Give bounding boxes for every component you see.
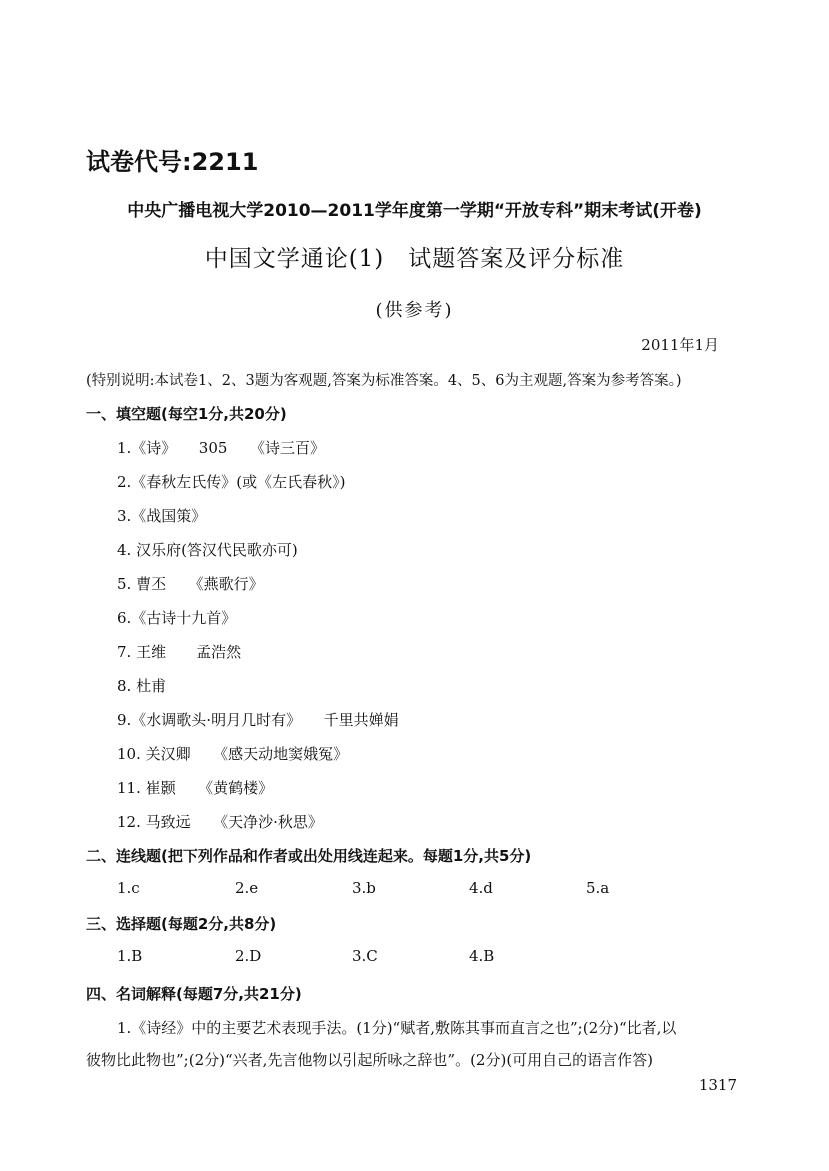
exam-date: 2011年1月 [641,336,719,354]
list-item: 4. 汉乐府(答汉代民歌亦可) [117,541,298,559]
page-title: 中国文学通论(1) 试题答案及评分标准 [204,246,625,272]
answer: 3.b [352,879,376,897]
answer: 2.D [235,947,262,965]
answer: 4.B [469,947,495,965]
list-item: 5. 曹丕 《燕歌行》 [117,575,264,593]
answer: 5.a [586,879,610,897]
subtitle: (供参考) [375,300,454,321]
term-definition-line-2: 彼物比此物也”;(2分)“兴者,先言他物以引起所咏之辞也”。(2分)(可用自己的语言作答) [86,1051,654,1069]
list-item: 10. 关汉卿 《感天动地窦娥冤》 [117,745,349,763]
answer: 3.C [352,947,378,965]
page-number: 1317 [698,1076,737,1094]
list-item: 11. 崔颢 《黄鹤楼》 [117,779,274,797]
list-item: 7. 王维 孟浩然 [117,643,242,661]
answer: 1.B [117,947,143,965]
list-item: 3.《战国策》 [117,507,207,525]
term-definition-line-1: 1.《诗经》中的主要艺术表现手法。(1分)“赋者,敷陈其事而直言之也”;(2分)“比者,以 [117,1019,677,1037]
list-item: 2.《春秋左氏传》(或《左氏春秋》) [117,473,346,491]
list-item: 8. 杜甫 [117,677,167,695]
exam-header: 中央广播电视大学2010—2011学年度第一学期“开放专科”期末考试(开卷) [127,201,702,221]
list-item: 6.《古诗十九首》 [117,609,237,627]
section-3-heading: 三、选择题(每题2分,共8分) [86,915,277,933]
answer: 4.d [469,879,493,897]
section-4-heading: 四、名词解释(每题7分,共21分) [86,985,302,1003]
answer: 1.c [117,879,140,897]
section-1-heading: 一、填空题(每空1分,共20分) [86,405,287,423]
answer: 2.e [235,879,259,897]
list-item: 1.《诗》 305 《诗三百》 [117,439,325,457]
list-item: 12. 马致远 《天净沙·秋思》 [117,813,323,831]
list-item: 9.《水调歌头·明月几时有》 千里共婵娟 [117,711,399,729]
special-note: (特别说明:本试卷1、2、3题为客观题,答案为标准答案。4、5、6为主观题,答案为参考答案。) [86,373,682,389]
paper-code: 试卷代号:2211 [86,148,259,176]
section-2-heading: 二、连线题(把下列作品和作者或出处用线连起来。每题1分,共5分) [86,847,532,865]
